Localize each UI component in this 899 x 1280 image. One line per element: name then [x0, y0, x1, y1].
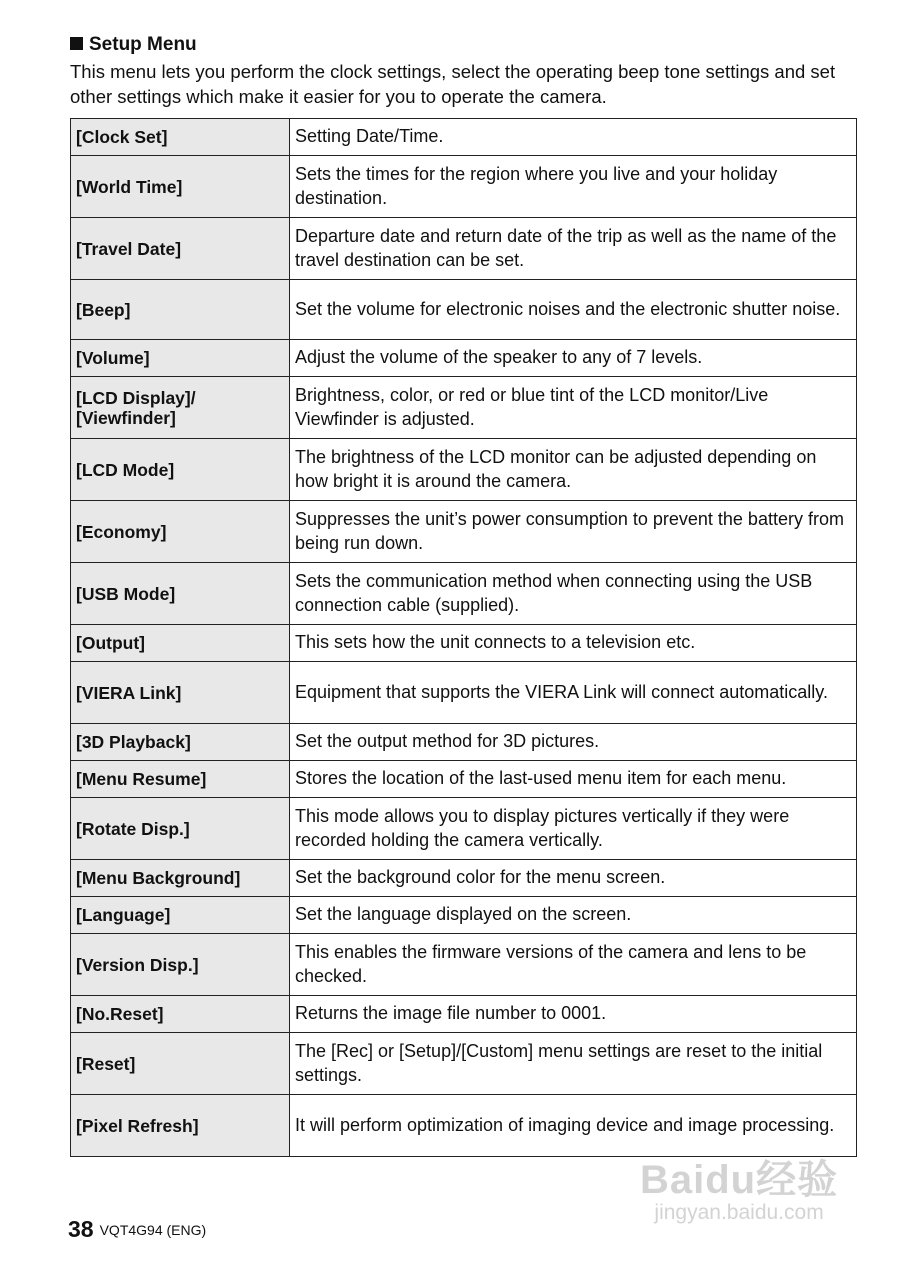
- table-row: [71, 761, 857, 798]
- menu-item-name: [Volume]: [71, 340, 290, 377]
- table-row: [71, 501, 857, 563]
- watermark-url: jingyan.baidu.com: [654, 1201, 824, 1224]
- menu-item-name: [USB Mode]: [71, 563, 290, 625]
- section-heading: [70, 34, 197, 56]
- menu-item-name: [Output]: [71, 625, 290, 662]
- menu-item-name: [3D Playback]: [71, 724, 290, 761]
- menu-item-name: [Version Disp.]: [71, 934, 290, 996]
- table-row: [71, 996, 857, 1033]
- menu-item-name: [Pixel Refresh]: [71, 1095, 290, 1157]
- page-footer: [68, 1216, 206, 1243]
- table-row: [71, 625, 857, 662]
- menu-item-description: It will perform optimization of imaging device and image processing.: [290, 1095, 857, 1157]
- square-bullet-icon: [70, 37, 83, 50]
- menu-item-description: Brightness, color, or red or blue tint of the LCD monitor/Live Viewfinder is adjusted.: [290, 377, 857, 439]
- menu-item-description: Set the background color for the menu screen.: [290, 860, 857, 897]
- menu-item-name: [VIERA Link]: [71, 662, 290, 724]
- menu-item-name: [Economy]: [71, 501, 290, 563]
- menu-item-name: [Menu Background]: [71, 860, 290, 897]
- table-row: [71, 1033, 857, 1095]
- table-row: [71, 439, 857, 501]
- menu-item-description: Sets the communication method when connecting using the USB connection cable (supplied).: [290, 563, 857, 625]
- menu-item-name: [Menu Resume]: [71, 761, 290, 798]
- menu-item-description: This enables the firmware versions of the camera and lens to be checked.: [290, 934, 857, 996]
- menu-item-description: Suppresses the unit’s power consumption to prevent the battery from being run down.: [290, 501, 857, 563]
- menu-item-description: Equipment that supports the VIERA Link will connect automatically.: [290, 662, 857, 724]
- menu-item-description: Adjust the volume of the speaker to any of 7 levels.: [290, 340, 857, 377]
- table-row: [71, 119, 857, 156]
- menu-item-name: [Language]: [71, 897, 290, 934]
- watermark-logo: Baidu经验: [640, 1158, 839, 1202]
- page-number: 38: [68, 1216, 94, 1242]
- menu-item-description: Departure date and return date of the trip as well as the name of the travel destination can be set.: [290, 218, 857, 280]
- menu-item-name: [No.Reset]: [71, 996, 290, 1033]
- menu-item-name: [World Time]: [71, 156, 290, 218]
- table-row: [71, 897, 857, 934]
- menu-item-description: Setting Date/Time.: [290, 119, 857, 156]
- menu-item-description: Set the language displayed on the screen.: [290, 897, 857, 934]
- setup-menu-table: [70, 118, 857, 1157]
- table-row: [71, 934, 857, 996]
- section-intro: This menu lets you perform the clock settings, select the operating beep tone settings and set other settings which make it easier for you to operate the camera.: [70, 61, 836, 107]
- table-row: [71, 280, 857, 340]
- document-code: VQT4G94 (ENG): [99, 1221, 207, 1238]
- table-row: [71, 724, 857, 761]
- table-row: [71, 340, 857, 377]
- menu-item-name: [Rotate Disp.]: [71, 798, 290, 860]
- table-row: [71, 798, 857, 860]
- menu-item-name: [Clock Set]: [71, 119, 290, 156]
- watermark: [640, 1148, 838, 1225]
- menu-item-name: [LCD Mode]: [71, 439, 290, 501]
- table-row: [71, 218, 857, 280]
- table-row: [71, 563, 857, 625]
- menu-item-description: This mode allows you to display pictures vertically if they were recorded holding the camera vertically.: [290, 798, 857, 860]
- menu-item-description: Set the volume for electronic noises and the electronic shutter noise.: [290, 280, 857, 340]
- menu-item-description: Set the output method for 3D pictures.: [290, 724, 857, 761]
- table-row: [71, 860, 857, 897]
- menu-item-description: Stores the location of the last-used menu item for each menu.: [290, 761, 857, 798]
- table-row: [71, 662, 857, 724]
- table-row: [71, 377, 857, 439]
- menu-item-name: [Reset]: [71, 1033, 290, 1095]
- menu-item-description: Sets the times for the region where you live and your holiday destination.: [290, 156, 857, 218]
- menu-item-name: [Travel Date]: [71, 218, 290, 280]
- menu-item-name: [Beep]: [71, 280, 290, 340]
- menu-item-description: This sets how the unit connects to a television etc.: [290, 625, 857, 662]
- menu-item-description: The brightness of the LCD monitor can be adjusted depending on how bright it is around the camera.: [290, 439, 857, 501]
- menu-item-name: [LCD Display]/ [Viewfinder]: [71, 377, 290, 439]
- table-row: [71, 156, 857, 218]
- menu-item-description: Returns the image file number to 0001.: [290, 996, 857, 1033]
- menu-item-description: The [Rec] or [Setup]/[Custom] menu settings are reset to the initial settings.: [290, 1033, 857, 1095]
- section-title: Setup Menu: [89, 34, 197, 55]
